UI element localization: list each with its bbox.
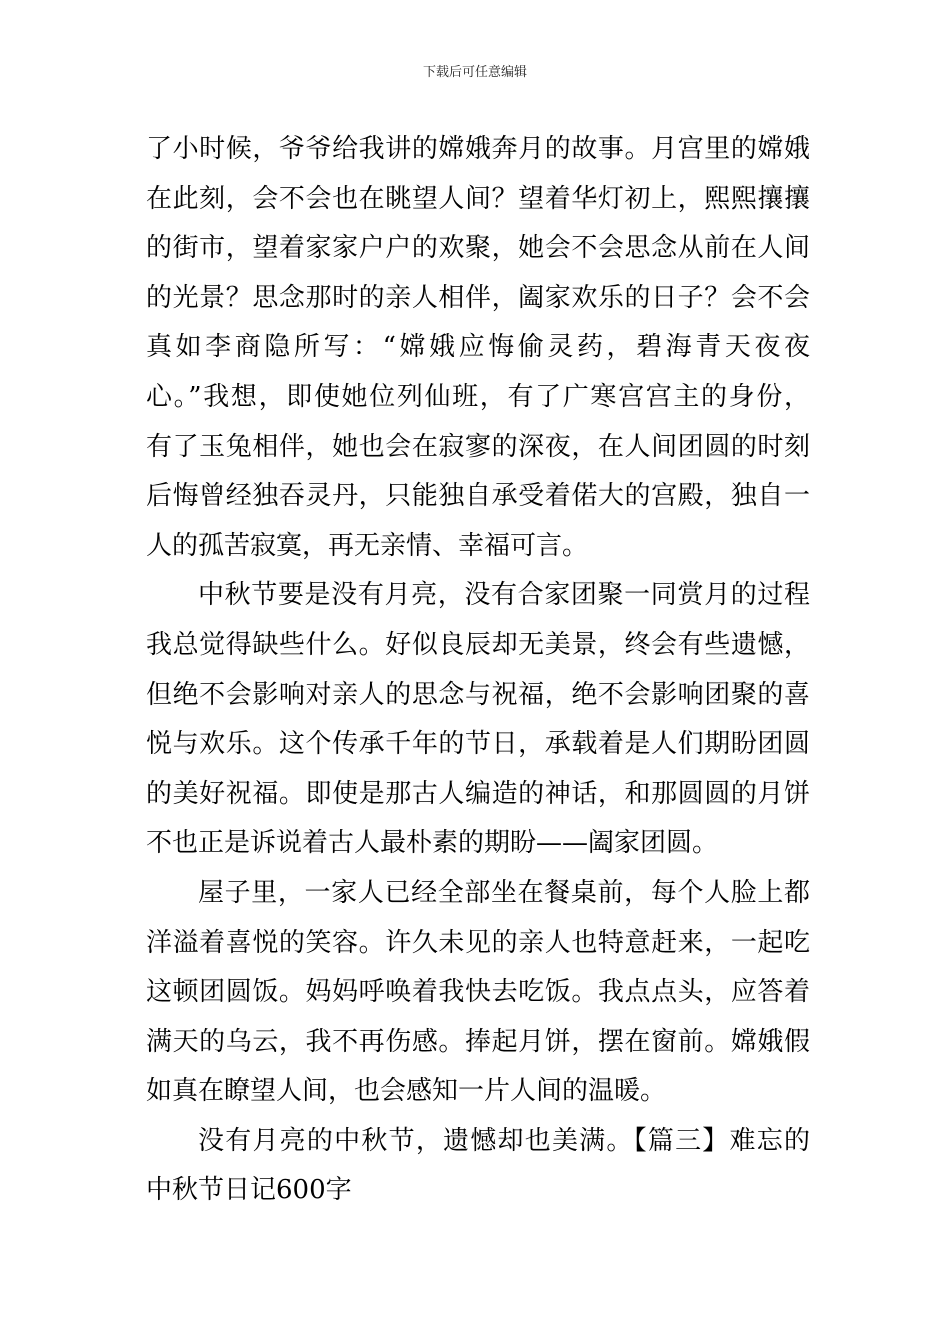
text-line: 不也正是诉说着古人最朴素的期盼——阖家团圆。 — [146, 828, 719, 859]
text-line: 悦与欢乐。这个传承千年的节日，承载着是人们期盼团圆 — [146, 729, 810, 760]
document-body — [146, 125, 810, 1216]
text-line: 如真在瞭望人间，也会感知一片人间的温暖。 — [146, 1076, 667, 1107]
text-line: 屋子里，一家人已经全部坐在餐桌前，每个人脸上都 — [198, 877, 810, 908]
text-line: 的街市，望着家家户户的欢聚，她会不会思念从前在人间 — [146, 233, 810, 264]
text-line: 中秋节日记600字 — [146, 1175, 352, 1206]
text-line: 没有月亮的中秋节，遗憾却也美满。【篇三】难忘的 — [198, 1125, 810, 1156]
text-line: 人的孤苦寂寞，再无亲情、幸福可言。 — [146, 530, 589, 561]
page-header: 下载后可任意编辑 — [422, 65, 527, 80]
text-line: 后悔曾经独吞灵丹，只能独自承受着偌大的宫殿，独自一 — [146, 481, 810, 512]
text-line: 但绝不会影响对亲人的思念与祝福，绝不会影响团聚的喜 — [146, 679, 810, 710]
text-line: 心。”我想，即使她位列仙班，有了广寒宫宫主的身份， — [146, 381, 810, 412]
paragraph — [146, 571, 810, 869]
text-line: 真如李商隐所写：“嫦娥应悔偷灵药，碧海青天夜夜 — [146, 332, 810, 363]
paragraph — [146, 125, 810, 571]
text-line: 在此刻，会不会也在眺望人间？望着华灯初上，熙熙攘攘 — [146, 183, 810, 214]
text-line: 的光景？思念那时的亲人相伴，阖家欢乐的日子？会不会 — [146, 282, 810, 313]
text-line: 有了玉兔相伴，她也会在寂寥的深夜，在人间团圆的时刻 — [146, 431, 810, 462]
text-line: 的美好祝福。即使是那古人编造的神话，和那圆圆的月饼 — [146, 778, 810, 809]
text-line: 了小时候，爷爷给我讲的嫦娥奔月的故事。月宫里的嫦娥 — [146, 134, 810, 164]
paragraph — [146, 869, 810, 1117]
text-line: 我总觉得缺些什么。好似良辰却无美景，终会有些遗憾， — [146, 629, 810, 660]
text-line: 中秋节要是没有月亮，没有合家团聚一同赏月的过程 — [198, 580, 810, 611]
text-line: 洋溢着喜悦的笑容。许久未见的亲人也特意赶来，一起吃 — [146, 927, 810, 958]
text-line: 满天的乌云，我不再伤感。捧起月饼，摆在窗前。嫦娥假 — [146, 1026, 810, 1057]
text-line: 这顿团圆饭。妈妈呼唤着我快去吃饭。我点点头，应答着 — [146, 977, 810, 1008]
paragraph — [146, 1117, 810, 1216]
